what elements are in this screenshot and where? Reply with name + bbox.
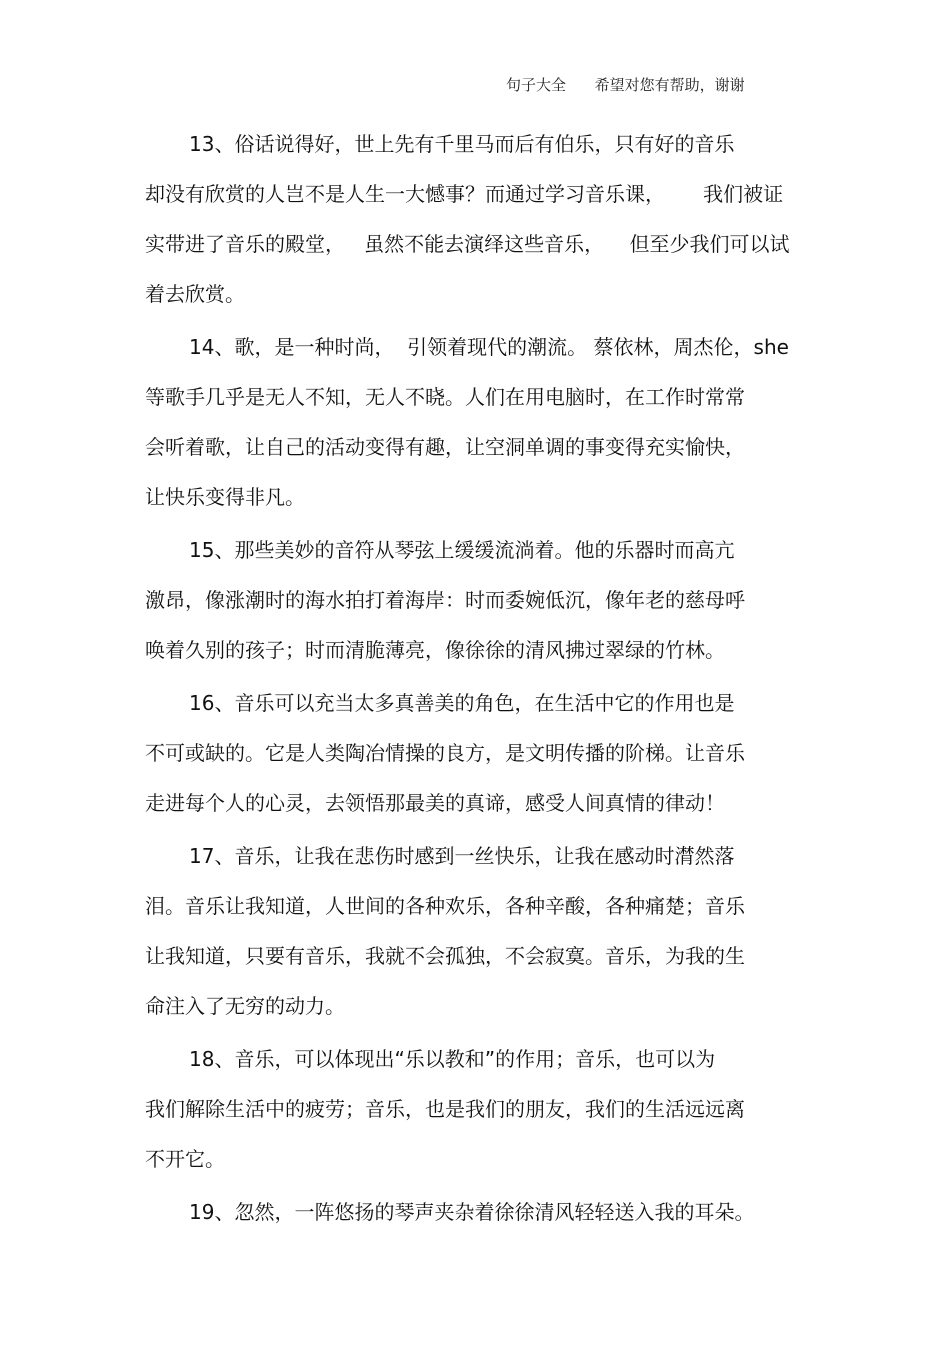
text-line: 19、忽然，一阵悠扬的琴声夹杂着徐徐清风轻轻送入我的耳朵。: [189, 1200, 755, 1224]
text-line: 却没有欣赏的人岂不是人生一大憾事？而通过学习音乐课， 我们被证: [145, 182, 784, 206]
paragraph-16: [145, 683, 825, 833]
text-line: 着去欣赏。: [145, 282, 245, 306]
text-line: 会听着歌，让自己的活动变得有趣，让空洞单调的事变得充实愉快，: [145, 435, 745, 459]
paragraph-19: [145, 1192, 825, 1242]
text-line: 让快乐变得非凡。: [145, 485, 305, 509]
text-line: 激昂，像涨潮时的海水拍打着海岸：时而委婉低沉，像年老的慈母呼: [145, 588, 745, 612]
paragraph-13: [145, 124, 825, 324]
text-line: 不开它。: [145, 1147, 225, 1171]
text-line: 18、音乐，可以体现出“乐以教和”的作用；音乐，也可以为: [189, 1047, 716, 1071]
text-line: 走进每个人的心灵，去领悟那最美的真谛，感受人间真情的律动！: [145, 791, 725, 815]
text-line: 14、歌，是一种时尚， 引领着现代的潮流。 蔡依林，周杰伦，she: [189, 335, 789, 359]
text-line: 泪。音乐让我知道，人世间的各种欢乐，各种辛酸，各种痛楚；音乐: [145, 894, 745, 918]
text-line: 让我知道，只要有音乐，我就不会孤独，不会寂寞。音乐，为我的生: [145, 944, 745, 968]
text-line: 我们解除生活中的疲劳；音乐，也是我们的朋友，我们的生活远远离: [145, 1097, 745, 1121]
text-line: 不可或缺的。它是人类陶冶情操的良方，是文明传播的阶梯。让音乐: [145, 741, 745, 765]
text-line: 等歌手几乎是无人不知，无人不晓。人们在用电脑时，在工作时常常: [145, 385, 745, 409]
text-line: 16、音乐可以充当太多真善美的角色，在生活中它的作用也是: [189, 691, 735, 715]
text-line: 唤着久别的孩子；时而清脆薄亮，像徐徐的清风拂过翠绿的竹林。: [145, 638, 725, 662]
text-line: 17、音乐，让我在悲伤时感到一丝快乐，让我在感动时潸然落: [189, 844, 735, 868]
paragraph-17: [145, 836, 825, 1036]
document-body: [145, 124, 825, 1245]
text-line: 15、那些美妙的音符从琴弦上缓缓流淌着。他的乐器时而高亢: [189, 538, 735, 562]
text-line: 命注入了无穷的动力。: [145, 994, 345, 1018]
text-line: 13、俗话说得好，世上先有千里马而后有伯乐，只有好的音乐: [189, 132, 735, 156]
text-line: 实带进了音乐的殿堂， 虽然不能去演绎这些音乐， 但至少我们可以试: [145, 232, 790, 256]
paragraph-14: [145, 327, 825, 527]
paragraph-15: [145, 530, 825, 680]
paragraph-18: [145, 1039, 825, 1189]
page-header: 句子大全 希望对您有帮助，谢谢: [506, 76, 745, 94]
